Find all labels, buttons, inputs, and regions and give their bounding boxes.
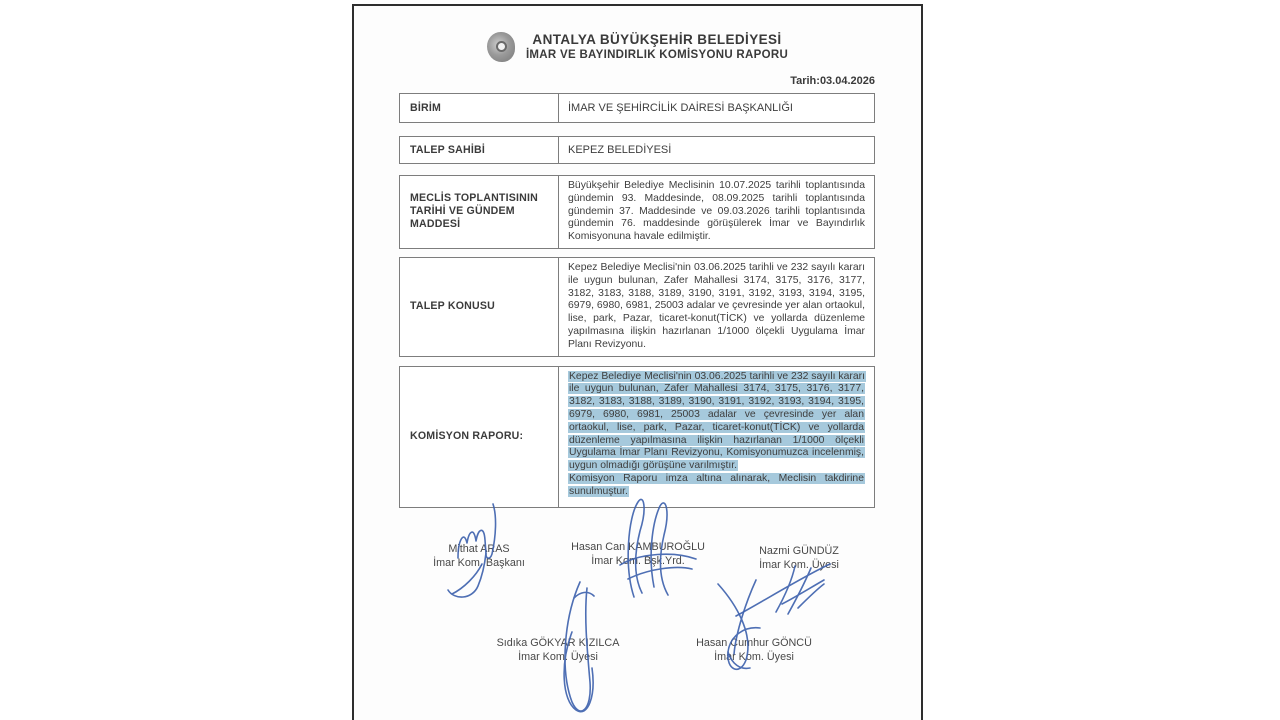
scanned-document-page bbox=[352, 4, 923, 720]
row-label-talep-sahibi: TALEP SAHİBİ bbox=[400, 137, 559, 163]
table-row-talep-konusu bbox=[399, 257, 875, 357]
row-value-birim: İMAR VE ŞEHİRCİLİK DAİRESİ BAŞKANLIĞI bbox=[568, 101, 793, 114]
signatory-name: Hasan Can KAMBUROĞLU bbox=[571, 541, 705, 553]
signatory-name: Sıdıka GÖKYAR KIZILCA bbox=[496, 637, 620, 649]
document-titles bbox=[526, 32, 788, 62]
municipality-seal-icon bbox=[487, 32, 515, 62]
table-row-meclis-toplantisi bbox=[399, 175, 875, 249]
table-row-birim bbox=[399, 93, 875, 123]
report-title: İMAR VE BAYINDIRLIK KOMİSYONU RAPORU bbox=[525, 49, 789, 61]
highlighted-text-2: Komisyon Raporu imza altına alınarak, Meclisin takdirine sunulmuştur. bbox=[569, 472, 864, 497]
row-value-talep-sahibi: KEPEZ BELEDİYESİ bbox=[568, 143, 672, 156]
komisyon-raporu-paragraph-1 bbox=[568, 371, 865, 473]
signatory-title: İmar Kom. Başkanı bbox=[433, 556, 525, 569]
row-label-talep-konusu: TALEP KONUSU bbox=[400, 258, 559, 356]
table-column bbox=[399, 75, 875, 508]
report-date: Tarih:03.04.2026 bbox=[790, 75, 875, 87]
row-value-komisyon-raporu bbox=[559, 367, 874, 507]
signatory-title: İmar Kom. Üyesi bbox=[759, 558, 839, 571]
signatory-title: İmar Kom. Bşk.Yrd. bbox=[591, 554, 685, 567]
signatory-name: Mithat ARAS bbox=[448, 543, 510, 555]
row-value-talep-konusu: Kepez Belediye Meclisi'nin 03.06.2025 tarihli ve 232 sayılı kararı ile uygun bulunan, Zafer Mahallesi 3174, 3175, 3176, 3177, 3182, 3183, 3188, 3189, 3190, 3191, 3192, 3193, 3194, 3195, 6979, 6980, 6981, 25003 adalar ve çevresinde yer alan ortaokul, lise, park, Pazar, ticaret-konut(TİCK) ve yollarda düzenleme yapılmasına ilişkin hazırlanan 1/1000 ölçekli Uygulama İmar Planı Revizyonu. bbox=[568, 261, 865, 350]
signature-scribble-hasan-cumhur-goncu bbox=[684, 576, 792, 680]
row-value-meclis-toplantisi: Büyükşehir Belediye Meclisinin 10.07.2025 tarihli toplantısında gündemin 93. Maddesinde, 08.09.2025 tarihli toplantısında gündemin 37. Maddesinde ve 09.03.2026 tarihli toplantısında gündemin 76. maddesinde görüşülerek İmar ve Bayındırlık Komisyonuna havale edilmiştir. bbox=[568, 180, 865, 243]
table-row-komisyon-raporu bbox=[399, 366, 875, 508]
table-row-talep-sahibi bbox=[399, 136, 875, 164]
document-header bbox=[354, 32, 921, 62]
signatory-title: İmar Kom. Üyesi bbox=[714, 650, 794, 663]
seal-center-dot bbox=[496, 41, 507, 52]
signature-scribble-mithat-aras bbox=[442, 498, 524, 604]
row-label-meclis-toplantisi: MECLİS TOPLANTISININ TARİHİ VE GÜNDEM MADDESİ bbox=[400, 176, 559, 248]
organization-name: ANTALYA BÜYÜKŞEHİR BELEDİYESİ bbox=[532, 32, 782, 47]
signatory-title: İmar Kom. Üyesi bbox=[518, 650, 598, 663]
signatory-name: Hasan Cumhur GÖNCÜ bbox=[696, 637, 812, 649]
highlighted-text-1: Kepez Belediye Meclisi'nin 03.06.2025 tarihli ve 232 sayılı kararı ile uygun bulunan, Zafer Mahallesi 3174, 3175, 3176, 3177, 3182, 3183, 3188, 3189, 3190, 3191, 3192, 3193, 3194, 3195, 6979, 6980, 6981, 25003 adalar ve çevresinde yer alan ortaokul, lise, park, Pazar, ticaret-konut(TİCK) ve yollarda düzenleme yapılmasına ilişkin hazırlanan 1/1000 ölçekli Uygulama İmar Planı Revizyonu, Komisyonumuzca incelenmiş, uygun olmadığı görüşüne varılmıştır. bbox=[569, 370, 865, 472]
signatory-name: Nazmi GÜNDÜZ bbox=[759, 545, 839, 557]
row-label-komisyon-raporu: KOMİSYON RAPORU: bbox=[400, 367, 559, 507]
row-label-birim: BİRİM bbox=[400, 94, 559, 122]
signature-scribble-sidika-gokyar-kizilca bbox=[534, 576, 630, 720]
